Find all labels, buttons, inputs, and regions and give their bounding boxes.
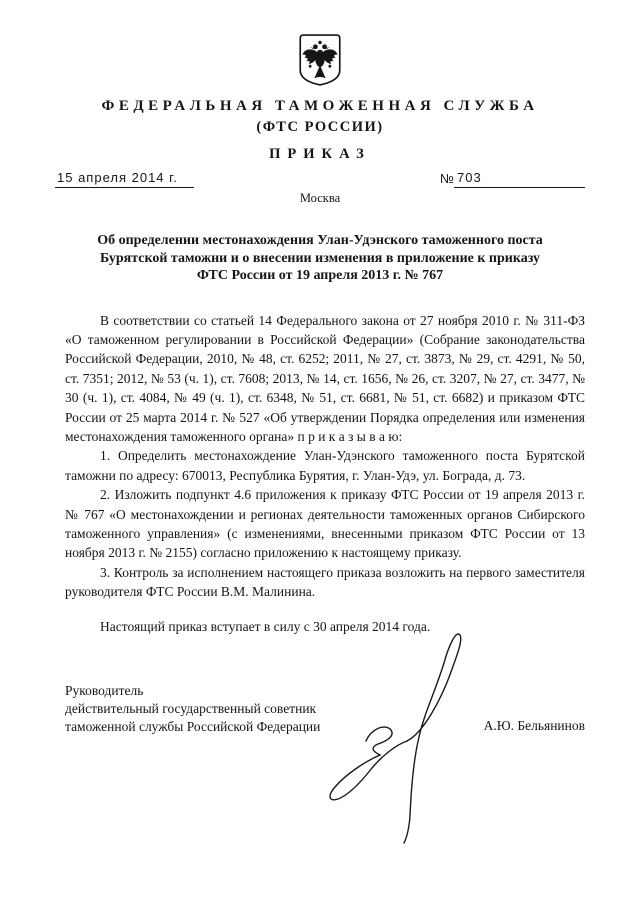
org-abbreviation: (ФТС РОССИИ) xyxy=(256,119,384,135)
document-number-cell xyxy=(440,170,585,188)
title-line-1: Об определении местонахождения Улан-Удэнского таможенного поста xyxy=(97,233,543,248)
paragraph-item-2: 2. Изложить подпункт 4.6 приложения к приказу ФТС России от 19 апреля 2013 г. № 767 «О местонахождении и регионах деятельности таможенных органов Сибирского таможенного управления» (с изменениями, внесенными приказом ФТС России от 13 ноября 2013 г. № 2155) согласно приложению к настоящему приказу. xyxy=(65,487,585,561)
signature-block xyxy=(65,682,585,736)
signature-main-stroke xyxy=(404,634,461,843)
signer-position xyxy=(65,682,320,736)
state-emblem-icon xyxy=(299,34,341,86)
paragraph-item-3: 3. Контроль за исполнением настоящего приказа возложить на первого заместителя руководителя ФТС России В.М. Малинина. xyxy=(65,564,585,600)
number-sign: № xyxy=(440,171,454,186)
reference-row xyxy=(55,170,585,188)
title-line-2: Бурятской таможни и о внесении изменения в приложение к приказу xyxy=(99,250,541,266)
issue-place: Москва xyxy=(299,191,341,205)
document-number: 703 xyxy=(454,170,585,188)
signer-position-line-1: Руководитель xyxy=(65,683,144,698)
document-date: 15 апреля 2014 г. xyxy=(55,170,194,188)
signer-name: А.Ю. Бельянинов xyxy=(483,718,585,733)
emblem-container xyxy=(0,0,640,91)
paragraph-item-1: 1. Определить местонахождение Улан-Удэнского таможенного поста Бурятской таможни по адресу: 670013, Республика Бурятия, г. Улан-Удэ, ул. Бограда, д. 73. xyxy=(65,448,585,483)
document-title xyxy=(48,232,593,285)
org-name: ФЕДЕРАЛЬНАЯ ТАМОЖЕННАЯ СЛУЖБА xyxy=(101,98,539,114)
signer-position-line-3: таможенной службы Российской Федерации xyxy=(65,719,321,734)
document-body xyxy=(65,311,585,637)
signer-position-line-2: действительный государственный советник xyxy=(65,701,317,716)
paragraph-preamble: В соответствии со статьей 14 Федерального закона от 27 ноября 2010 г. № 311-ФЗ «О таможенном регулировании в Российской Федерации» (Собрание законодательства Российской Федерации, 2010, № 48, ст. 6252; 2011, № 27, ст. 3873, № 29, ст. 4291, № 50, ст. 7351; 2012, № 53 (ч. 1), ст. 7608; 2013, № 14, ст. 1656, № 26, ст. 3207, № 27, ст. 3477, № 30 (ч. 1), ст. 4084, № 49 (ч. 1), ст. 6348, № 51, ст. 6681, № 51, ст. 6682) и приказом ФТС России от 25 марта 2014 г. № 527 «Об утверждении Порядка определения или изменения местонахождения таможенного органа» п р и к а з ы в а ю: xyxy=(65,312,585,444)
paragraph-effective-date: Настоящий приказ вступает в силу с 30 апреля 2014 года. xyxy=(100,618,431,634)
signature-flourish-stroke xyxy=(330,727,407,800)
title-line-3: ФТС России от 19 апреля 2013 г. № 767 xyxy=(196,268,444,283)
document-type-heading: ПРИКАЗ xyxy=(269,146,371,162)
